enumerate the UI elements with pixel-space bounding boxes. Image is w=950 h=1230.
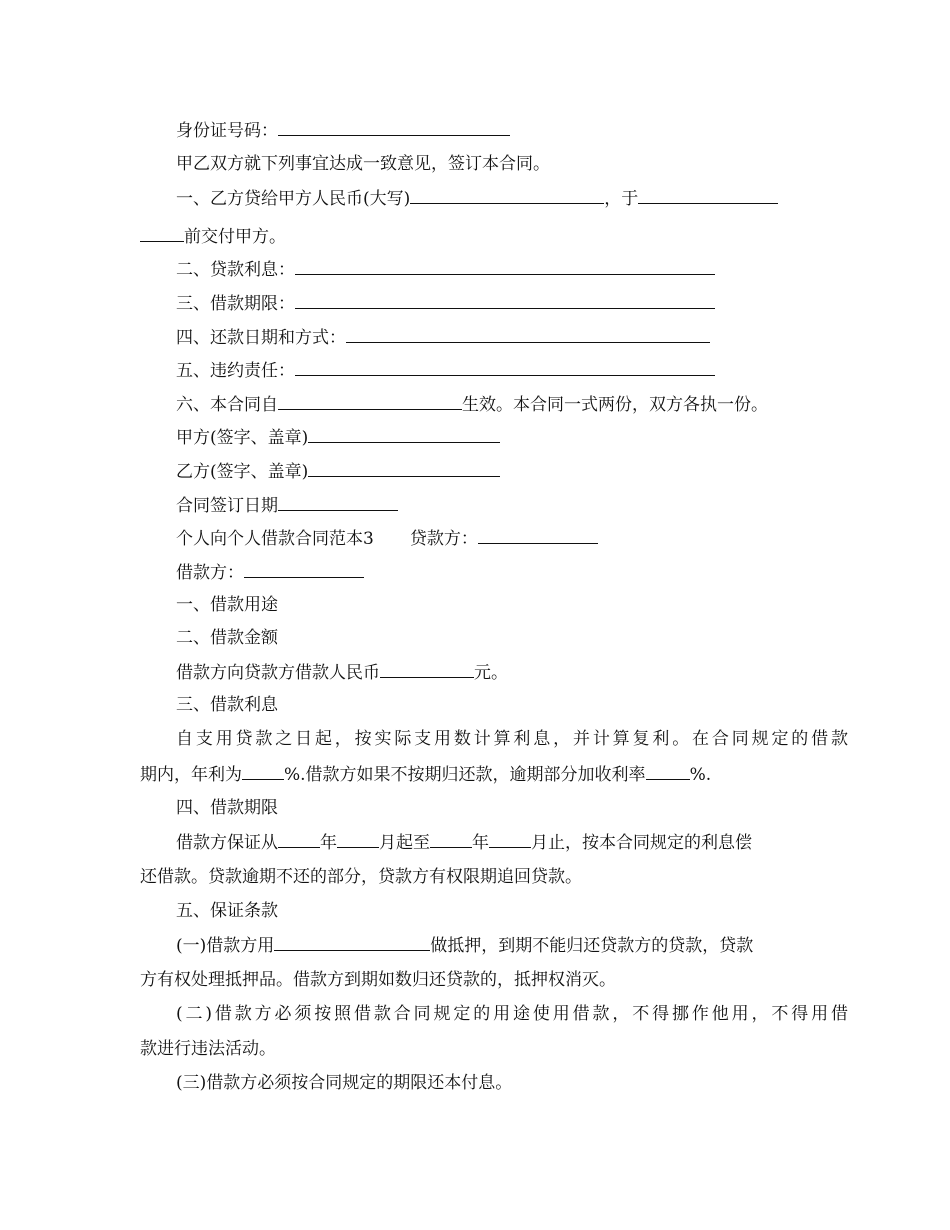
year-label-2: 年 (472, 833, 489, 853)
term-end-text: 月止，按本合同规定的利息偿 (531, 833, 752, 853)
guarantee-1-text-2: 方有权处理抵押品。借款方到期如数归还贷款的，抵押权消灭。 (140, 970, 616, 990)
amount-blank (410, 186, 604, 204)
start-year-blank (278, 830, 320, 848)
party-b-sign-line (140, 459, 848, 483)
breach-blank (295, 358, 715, 376)
clause-4-label: 四、还款日期和方式： (176, 328, 346, 348)
clause-5-line (140, 358, 848, 382)
guarantee-3-line (140, 1071, 848, 1095)
party-b-sign-blank (308, 459, 500, 477)
party-a-sign-line (140, 425, 848, 449)
end-year-blank (430, 830, 472, 848)
guarantee-1-line-1 (140, 933, 848, 957)
effective-date-blank (278, 392, 462, 410)
start-month-blank (337, 830, 379, 848)
section-guarantee-text: 五、保证条款 (176, 901, 278, 921)
year-label-1: 年 (320, 833, 337, 853)
guarantee-1-line-2 (140, 968, 812, 992)
template-3-title: 个人向个人借款合同范本3 (176, 529, 374, 549)
section-amount-heading (140, 626, 848, 650)
loan-amount-blank (380, 660, 474, 678)
term-para-text-2: 还借款。贷款逾期不还的部分，贷款方有权限期追回贷款。 (140, 867, 582, 887)
section-interest-text: 三、借款利息 (176, 695, 278, 715)
term-from-label: 借款方保证从 (176, 833, 278, 853)
month-to-label: 月起至 (379, 833, 430, 853)
overdue-rate-label: %.借款方如果不按期归还款，逾期部分加收利率 (284, 765, 646, 785)
end-month-blank (489, 830, 531, 848)
clause-3-label: 三、借款期限： (176, 294, 295, 314)
id-number-blank (278, 118, 510, 136)
guarantee-2-line-1 (140, 1002, 848, 1026)
section-purpose-heading (140, 593, 848, 617)
clause-5-label: 五、违约责任： (176, 361, 295, 381)
agreement-intro-text: 甲乙双方就下列事宜达成一致意见，签订本合同。 (176, 154, 550, 174)
collateral-label: (一)借款方用 (176, 936, 275, 956)
clause-6-line (140, 392, 848, 416)
borrower-blank (244, 560, 364, 578)
section-purpose-text: 一、借款用途 (176, 595, 278, 615)
lender-blank (478, 526, 598, 544)
lender-label: 贷款方： (409, 529, 478, 549)
interest-para-text-1: 自支用贷款之日起，按实际支用数计算利息，并计算复利。在合同规定的借款 (176, 729, 848, 749)
section-term-text: 四、借款期限 (176, 798, 278, 818)
guarantee-2-text-1: (二)借款方必须按照借款合同规定的用途使用借款，不得挪作他用，不得用借 (176, 1004, 848, 1024)
annual-rate-label: 期内，年利为 (140, 765, 242, 785)
section-amount-text: 二、借款金额 (176, 628, 278, 648)
borrower-label: 借款方： (176, 563, 244, 583)
agreement-intro (140, 152, 848, 176)
clause-6-text: 生效。本合同一式两份，双方各执一份。 (462, 395, 768, 415)
sign-date-line (140, 493, 848, 517)
clause-4-line (140, 325, 848, 349)
date-blank (638, 186, 778, 204)
party-a-sign-label: 甲方(签字、盖章) (176, 428, 309, 448)
party-a-sign-blank (308, 425, 500, 443)
clause-2-line (140, 257, 848, 281)
date-blank-cont (140, 224, 184, 242)
template-3-title-line (140, 526, 848, 550)
guarantee-2-text-2: 款进行违法活动。 (140, 1039, 276, 1059)
interest-para-line-2 (140, 762, 812, 786)
clause-2-label: 二、贷款利息： (176, 260, 295, 280)
clause-1-cont (140, 224, 812, 248)
guarantee-3-text: (三)借款方必须按合同规定的期限还本付息。 (176, 1073, 513, 1093)
clause-1-date-label: ，于 (604, 189, 639, 209)
guarantee-2-line-2 (140, 1037, 812, 1061)
interest-blank (295, 257, 715, 275)
term-para-line-1 (140, 830, 848, 854)
annual-rate-blank (242, 762, 284, 780)
term-para-line-2 (140, 865, 812, 889)
amount-label: 借款方向贷款方借款人民币 (176, 663, 380, 683)
party-b-sign-label: 乙方(签字、盖章) (176, 462, 309, 482)
collateral-blank (274, 933, 430, 951)
overdue-rate-blank (646, 762, 690, 780)
clause-1-label: 一、乙方贷给甲方人民币(大写) (176, 189, 411, 209)
section-term-heading (140, 796, 848, 820)
overdue-rate-unit: %. (689, 765, 712, 785)
clause-1-line (140, 186, 848, 210)
collateral-text: 做抵押，到期不能归还贷款方的贷款，贷款 (430, 936, 754, 956)
section-interest-heading (140, 693, 848, 717)
interest-para-line-1 (140, 727, 848, 751)
term-blank (295, 291, 715, 309)
id-number-label: 身份证号码： (176, 121, 278, 141)
sign-date-blank (278, 493, 398, 511)
section-guarantee-heading (140, 899, 848, 923)
amount-line (140, 660, 848, 684)
clause-6-label: 六、本合同自 (176, 395, 278, 415)
clause-3-line (140, 291, 848, 315)
id-number-line (140, 118, 848, 142)
borrower-line (140, 560, 848, 584)
repayment-blank (346, 325, 710, 343)
sign-date-label: 合同签订日期 (176, 496, 278, 516)
amount-unit: 元。 (474, 663, 508, 683)
clause-1-end: 前交付甲方。 (184, 227, 286, 247)
